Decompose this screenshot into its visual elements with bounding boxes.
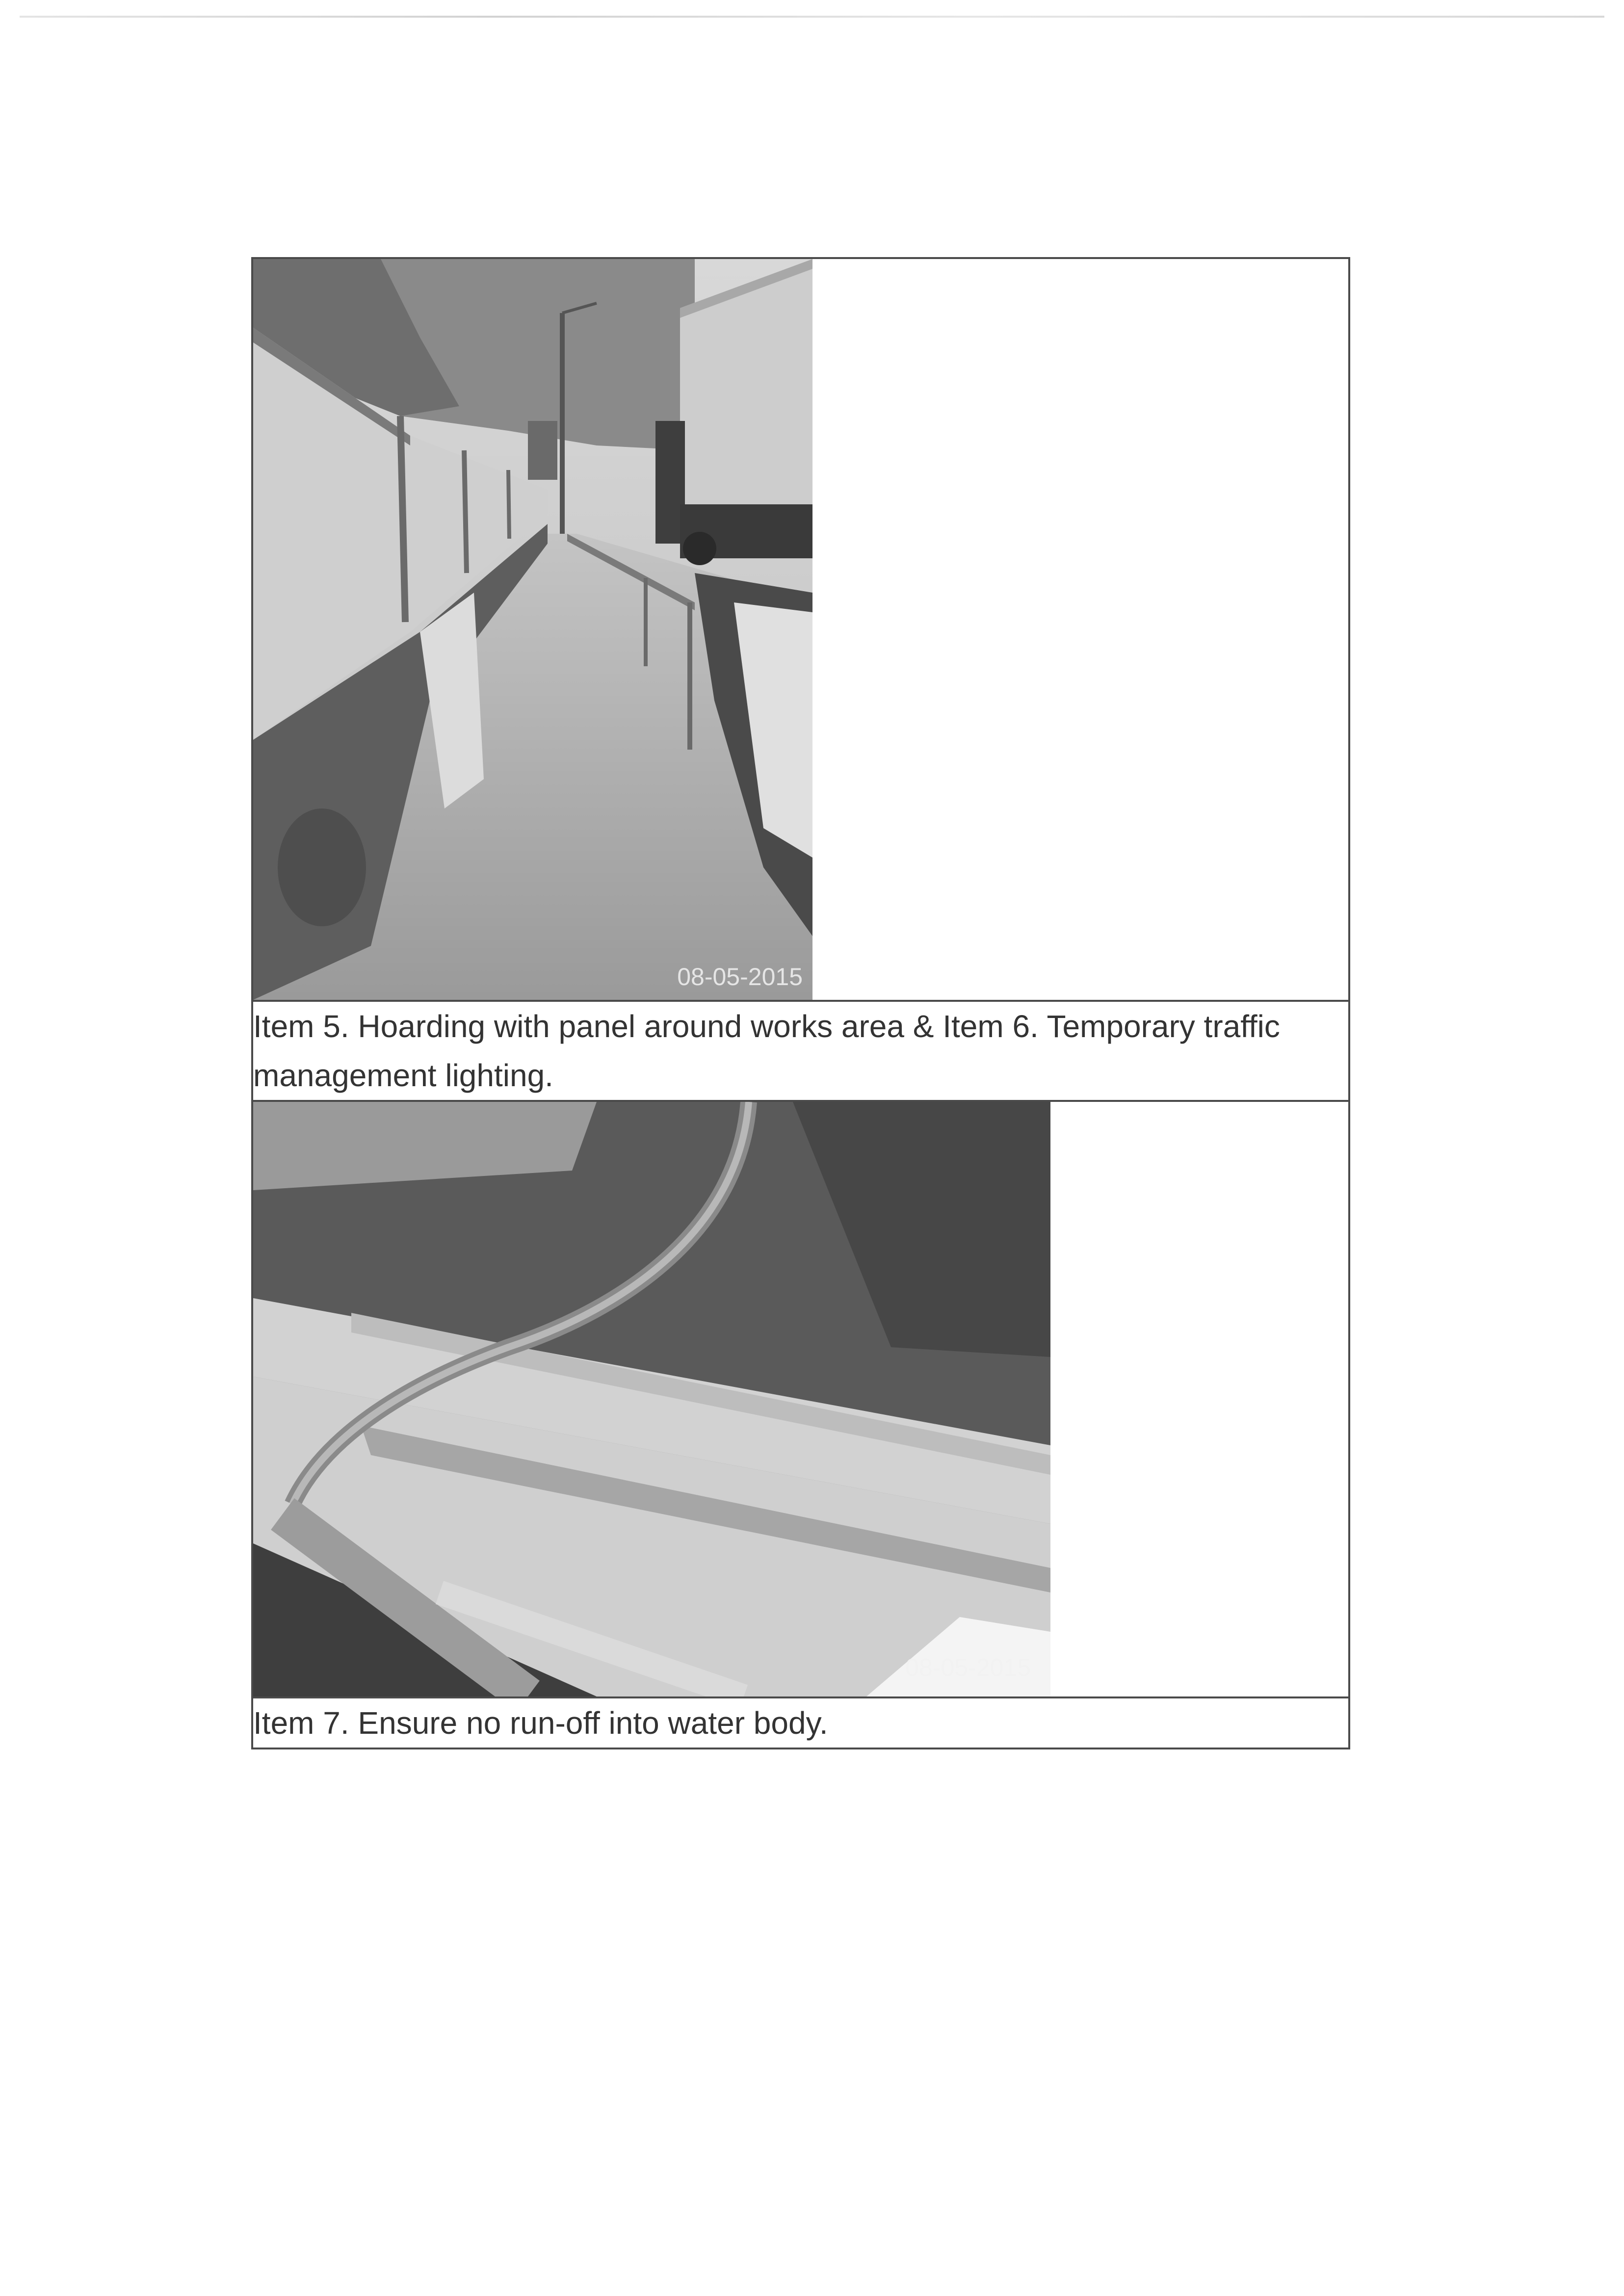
photo-cell-1 — [252, 258, 1349, 1001]
scan-edge-line — [20, 16, 1604, 18]
photo-caption-2: Item 7. Ensure no run-off into water body. — [252, 1697, 1349, 1748]
site-photo-hoarding — [253, 259, 812, 1000]
photo-cell-2 — [252, 1101, 1349, 1697]
photo-date-stamp: 08-05-2015 — [905, 1654, 1031, 1681]
photo-row-1 — [252, 258, 1349, 1001]
caption-row-2 — [252, 1697, 1349, 1748]
photo-record-table — [251, 257, 1350, 1749]
photo-caption-1: Item 5. Hoarding with panel around works area & Item 6. Temporary traffic management lighting. — [252, 1001, 1349, 1101]
caption-row-1 — [252, 1001, 1349, 1101]
photo-row-2 — [252, 1101, 1349, 1697]
photo-date-stamp: 08-05-2015 — [677, 963, 803, 991]
site-photo-drainage — [253, 1102, 1050, 1696]
